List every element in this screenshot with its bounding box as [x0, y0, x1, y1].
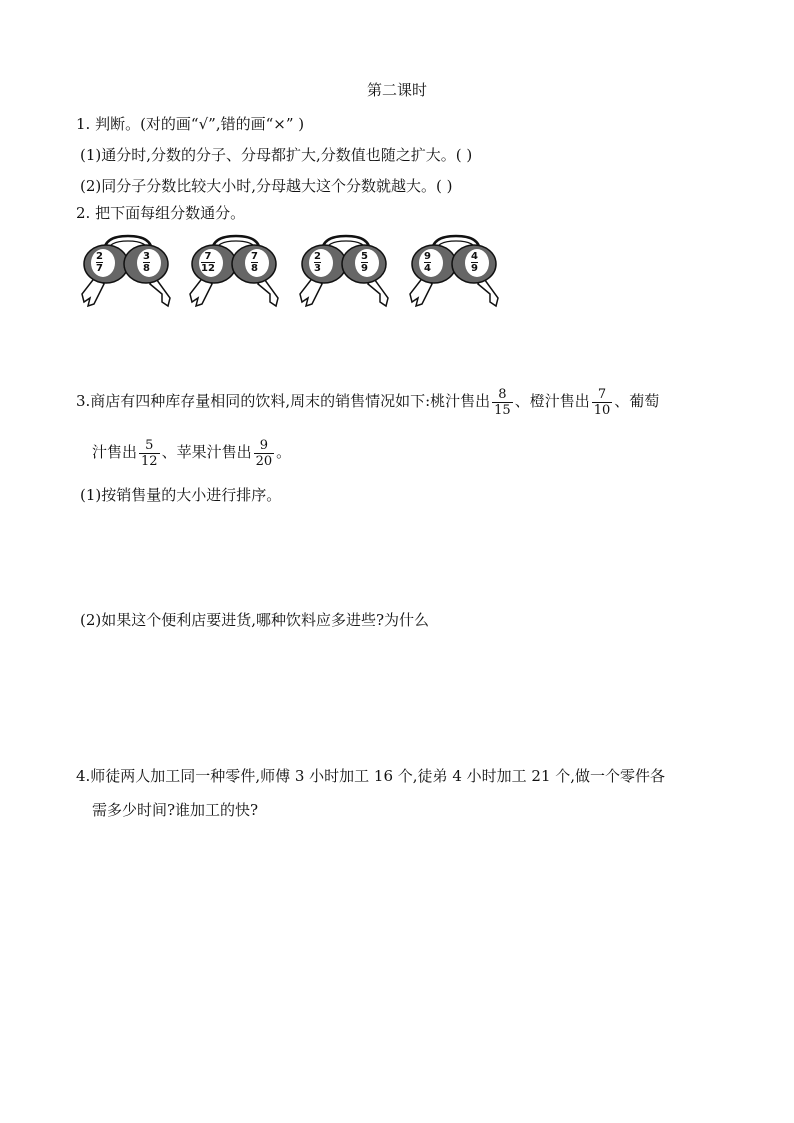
q3-line-1 [76, 383, 659, 419]
key-fraction-b: 4 9 [471, 251, 478, 274]
q3-text: 、橙汁售出 [514, 392, 590, 410]
key-pair-4 [404, 232, 509, 312]
key-fraction-a: 2 7 [96, 251, 103, 274]
q1-stem: 1. 判断。(对的画“√”,错的画“×” ) [76, 115, 305, 133]
key-pair-icon [294, 232, 399, 312]
fraction-orange: $\frac{7}{10}$ [593, 386, 611, 418]
q3-sub-1: (1)按销售量的大小进行排序。 [80, 486, 282, 504]
q1-item-1: (1)通分时,分数的分子、分母都扩大,分数值也随之扩大。( ) [80, 146, 473, 164]
fraction-grape: $\frac{5}{12}$ [141, 437, 158, 469]
q2-stem: 2. 把下面每组分数通分。 [76, 204, 246, 222]
page-title: 第二课时 [366, 81, 427, 99]
key-pair-icon [404, 232, 509, 312]
key-fraction-b: 7 8 [251, 251, 258, 274]
q3-text: 3.商店有四种库存量相同的饮料,周末的销售情况如下:桃汁售出 [76, 392, 491, 410]
key-fraction-a: 7 12 [201, 251, 215, 274]
q3-line-2 [92, 434, 291, 470]
key-pair-icon [184, 232, 289, 312]
q3-text: 汁售出 [92, 443, 138, 461]
key-pair-2 [184, 232, 289, 312]
fraction-peach: $\frac{8}{15}$ [494, 386, 511, 418]
q3-text: 。 [276, 443, 292, 461]
key-fraction-b: 5 9 [361, 251, 368, 274]
q3-text: 、葡萄 [614, 392, 660, 410]
key-fraction-a: 9 4 [424, 251, 431, 274]
q4-line-2: 需多少时间?谁加工的快? [92, 801, 259, 819]
key-pair-1 [76, 232, 181, 312]
key-fraction-a: 2 3 [314, 251, 321, 274]
q4-line-1: 4.师徒两人加工同一种零件,师傅 3 小时加工 16 个,徒弟 4 小时加工 21 个,做一个零件各 [76, 767, 666, 785]
q1-item-2: (2)同分子分数比较大小时,分母越大这个分数就越大。( ) [80, 177, 453, 195]
q3-text: 、苹果汁售出 [161, 443, 252, 461]
key-pair-icon [76, 232, 181, 312]
fraction-apple: $\frac{9}{20}$ [255, 437, 273, 469]
key-pairs-figure [76, 232, 506, 312]
key-fraction-b: 3 8 [143, 251, 150, 274]
key-pair-3 [294, 232, 399, 312]
q3-sub-2: (2)如果这个便利店要进货,哪种饮料应多进些?为什么 [80, 611, 430, 629]
